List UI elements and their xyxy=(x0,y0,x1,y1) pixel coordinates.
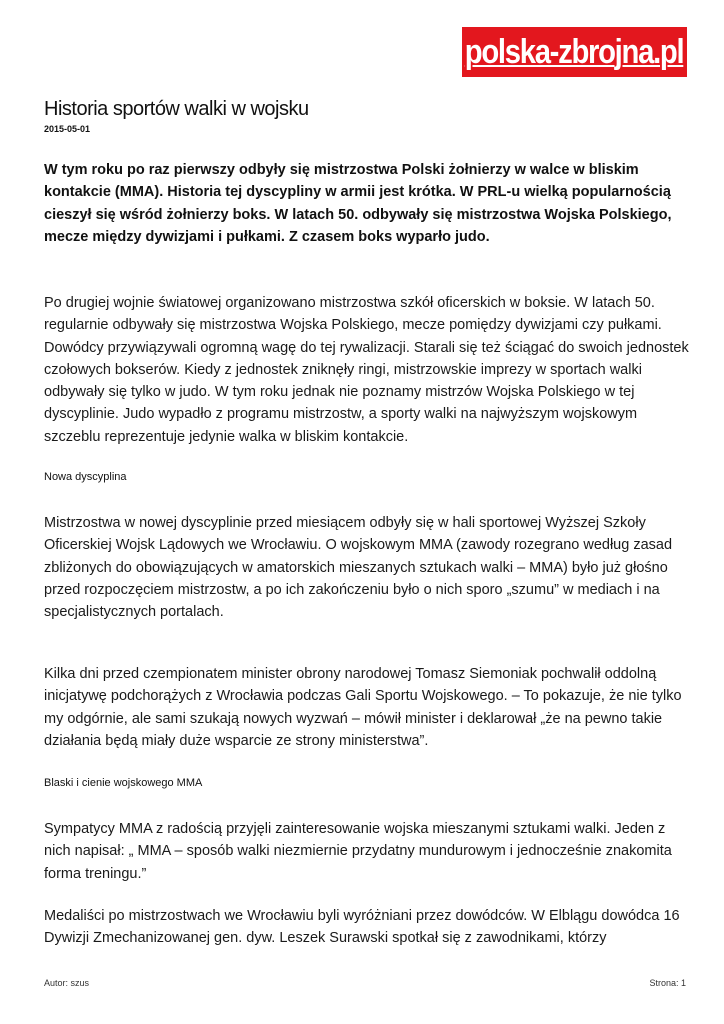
article-paragraph-2: Mistrzostwa w nowej dyscyplinie przed miesiącem odbyły się w hali sportowej Wyższej Szkoły Oficerskiej Wojsk Lądowych we Wrocławiu. O wojskowym MMA (zawody rozegrano według zasad zbliżonych do obowiązujących w amatorskich mieszanych sztukach walki – MMA) było już głośno przed rozpoczęciem mistrzostw, a po ich zakończeniu było o nich sporo „szumu” w mediach i na specjalistycznych portalach. xyxy=(44,515,673,621)
article-paragraph-5: Medaliści po mistrzostwach we Wrocławiu byli wyróżniani przez dowódców. W Elblągu dowódca 16 Dywizji Zmechanizowanej gen. dyw. Leszek Surawski spotkał się z zawodnikami, którzy xyxy=(44,908,680,947)
article-paragraph-4: Sympatycy MMA z radością przyjęli zainteresowanie wojska mieszanymi sztukami walki. Jeden z nich napisał: „ MMA – sposób walki niezmiernie przydatny mundurowym i jednocześnie znakomita forma treningu.” xyxy=(44,821,672,882)
article-date: 2015-05-01 xyxy=(44,124,91,134)
article-lead: W tym roku po raz pierwszy odbyły się mistrzostwa Polski żołnierzy w walce w bliskim kontakcie (MMA). Historia tej dyscypliny w armii jest krótka. W PRL-u wielką popularnością cieszył się wśród żołnierzy boks. W latach 50. odbywały się mistrzostwa Wojska Polskiego, mecze między dywizjami i pułkami. Z czasem boks wyparło judo. xyxy=(44,162,672,245)
article-paragraph-3: Kilka dni przed czempionatem minister obrony narodowej Tomasz Siemoniak pochwalił oddolną inicjatywę podchorążych z Wrocławia podczas Gali Sportu Wojskowego. – To pokazuje, że nie tylko my odgórnie, ale sami szukają nowych wyzwań – mówił minister i deklarował „że na pewno takie działania będą miały duże wsparcie ze strony ministerstwa”. xyxy=(44,666,682,749)
subheading-nowa-dyscyplina: Nowa dyscyplina xyxy=(44,471,127,483)
article-title: Historia sportów walki w wojsku xyxy=(44,98,309,120)
footer-author: Autor: szus xyxy=(44,978,90,988)
site-logo-text: polska-zbrojna.pl xyxy=(465,32,684,71)
article-paragraph-1: Po drugiej wojnie światowej organizowano mistrzostwa szkół oficerskich w boksie. W latach 50. regularnie odbywały się mistrzostwa Wojska Polskiego, mecze pomiędzy dywizjami czy pułkami. Dowódcy przywiązywali ogromną wagę do tej rywalizacji. Starali się też ściągać do swoich jednostek czołowych bokserów. Kiedy z jednostek zniknęły ringi, mistrzowskie imprezy w sportach walki odbywały się tylko w judo. W tym roku jednak nie poznamy mistrzów Wojska Polskiego w tej dyscyplinie. Judo wypadło z programu mistrzostw, a sporty walki na najwyższym wojskowym szczeblu reprezentuje jedynie walka w bliskim kontakcie. xyxy=(44,295,689,445)
footer-page-number: Strona: 1 xyxy=(649,978,686,988)
site-logo[interactable] xyxy=(462,27,687,77)
subheading-blaski-i-cienie: Blaski i cienie wojskowego MMA xyxy=(44,777,203,789)
